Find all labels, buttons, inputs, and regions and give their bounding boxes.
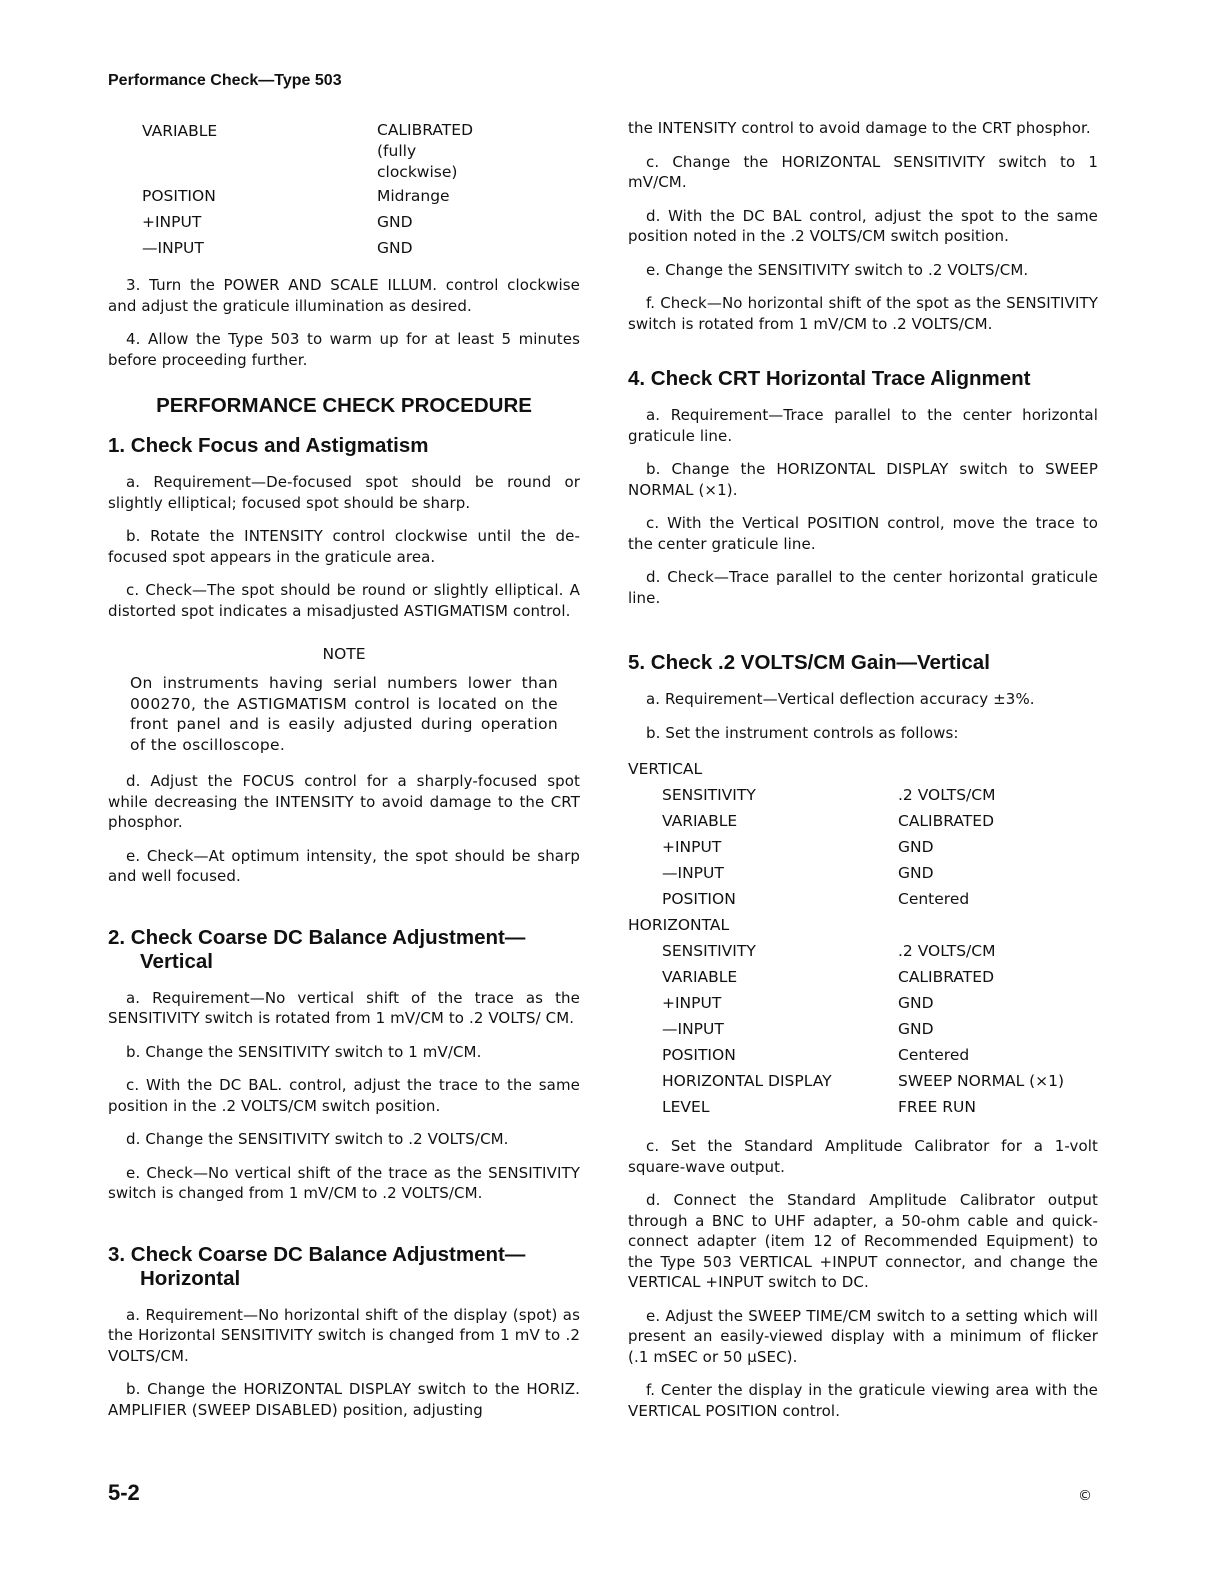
setting-value: GND: [377, 239, 413, 257]
setting-name: +INPUT: [662, 994, 722, 1012]
setting-value: Centered: [898, 1046, 970, 1064]
section-3-a: a. Requirement—No horizontal shift of the display (spot) as the Horizontal SENSITIVITY switch is changed from 1 mV to .2 VOLTS/CM.: [108, 1305, 580, 1365]
setting-name: +INPUT: [662, 838, 722, 856]
settings-row: [628, 834, 1098, 860]
section-4-d: d. Check—Trace parallel to the center horizontal graticule line.: [628, 568, 1098, 607]
section-1-a: a. Requirement—De-focused spot should be round or slightly elliptical; focused spot should be sharp.: [108, 473, 580, 512]
settings-row: [628, 1016, 1098, 1042]
settings-row: [108, 209, 580, 235]
setting-name: —INPUT: [142, 239, 204, 257]
section-1-b: b. Rotate the INTENSITY control clockwise until the de-focused spot appears in the graticule area.: [108, 527, 580, 566]
step-4: 4. Allow the Type 503 to warm up for at least 5 minutes before proceeding further.: [108, 330, 580, 369]
section-1-d: d. Adjust the FOCUS control for a sharply-focused spot while decreasing the INTENSITY to avoid damage to the CRT phosphor.: [108, 772, 580, 831]
page-number: 5-2: [108, 1480, 140, 1505]
setting-value: GND: [377, 213, 413, 231]
setting-name: +INPUT: [142, 213, 202, 231]
setting-value: CALIBRATED: [898, 968, 995, 986]
setting-name: HORIZONTAL DISPLAY: [662, 1072, 832, 1090]
settings-row: [628, 1042, 1098, 1068]
page-header: Performance Check—Type 503: [108, 72, 342, 89]
section-3-b: b. Change the HORIZONTAL DISPLAY switch to the HORIZ. AMPLIFIER (SWEEP DISABLED) position, adjusting: [108, 1380, 580, 1419]
section-4-a: a. Requirement—Trace parallel to the center horizontal graticule line.: [628, 406, 1098, 445]
setting-name: VARIABLE: [662, 812, 738, 830]
copyright-symbol: ©: [1078, 1488, 1092, 1504]
left-column: [108, 118, 580, 1433]
section-1-title: 1. Check Focus and Astigmatism: [108, 434, 429, 457]
section-5-f: f. Center the display in the graticule viewing area with the VERTICAL POSITION control.: [628, 1381, 1098, 1420]
setting-value: CALIBRATED (fully clockwise): [377, 121, 505, 181]
procedure-title: PERFORMANCE CHECK PROCEDURE: [156, 394, 532, 417]
settings-row: [628, 1068, 1098, 1094]
section-5-d: d. Connect the Standard Amplitude Calibrator output through a BNC to UHF adapter, a 50-ohm cable and quick-connect adapter (item 12 of Recommended Equipment) to the Type 503 VERTICAL +INPUT connector, and change the VERTICAL +INPUT switch to DC.: [628, 1191, 1098, 1291]
setting-value: SWEEP NORMAL (×1): [898, 1072, 1065, 1090]
section-4-title: 4. Check CRT Horizontal Trace Alignment: [628, 367, 1031, 390]
setting-name: VARIABLE: [142, 122, 218, 140]
setting-name: SENSITIVITY: [662, 786, 756, 804]
section-3-f: f. Check—No horizontal shift of the spot as the SENSITIVITY switch is rotated from 1 mV/CM to .2 VOLTS/CM.: [628, 294, 1098, 333]
settings-row: [628, 990, 1098, 1016]
step-3: 3. Turn the POWER AND SCALE ILLUM. control clockwise and adjust the graticule illumination as desired.: [108, 276, 580, 315]
section-2-c: c. With the DC BAL. control, adjust the trace to the same position in the .2 VOLTS/CM switch position.: [108, 1076, 580, 1115]
settings-row: [628, 860, 1098, 886]
section-3-c: c. Change the HORIZONTAL SENSITIVITY switch to 1 mV/CM.: [628, 152, 1098, 191]
section-5-b: b. Set the instrument controls as follows:: [646, 723, 959, 742]
setting-value: .2 VOLTS/CM: [898, 942, 996, 960]
section-1-c: c. Check—The spot should be round or slightly elliptical. A distorted spot indicates a misadjusted ASTIGMATISM control.: [108, 581, 580, 620]
setting-name: —INPUT: [662, 1020, 724, 1038]
controls-settings-table: [628, 756, 1098, 1120]
note-body: On instruments having serial numbers lower than 000270, the ASTIGMATISM control is located on the front panel and is easily adjusted during operation of the oscilloscope.: [130, 674, 558, 754]
setting-value: Centered: [898, 890, 970, 908]
setting-name: VARIABLE: [662, 968, 738, 986]
setting-name: LEVEL: [662, 1098, 710, 1116]
horizontal-group-label: HORIZONTAL: [628, 916, 730, 934]
section-5-a: a. Requirement—Vertical deflection accuracy ±3%.: [646, 690, 1035, 708]
section-5-c: c. Set the Standard Amplitude Calibrator for a 1-volt square-wave output.: [628, 1137, 1098, 1176]
section-4-c: c. With the Vertical POSITION control, move the trace to the center graticule line.: [628, 514, 1098, 553]
setting-name: SENSITIVITY: [662, 942, 756, 960]
settings-row: [108, 183, 580, 209]
setting-name: POSITION: [142, 187, 216, 205]
vertical-group-label: VERTICAL: [628, 760, 703, 778]
settings-row: [628, 938, 1098, 964]
settings-row: [108, 118, 580, 183]
section-3-d: d. With the DC BAL control, adjust the spot to the same position noted in the .2 VOLTS/CM switch position.: [628, 206, 1098, 245]
section-5-title: 5. Check .2 VOLTS/CM Gain—Vertical: [628, 651, 990, 674]
section-4-b: b. Change the HORIZONTAL DISPLAY switch to SWEEP NORMAL (×1).: [628, 460, 1098, 499]
section-3-title: 3. Check Coarse DC Balance Adjustment— Horizontal: [108, 1242, 526, 1290]
setting-value: GND: [898, 1020, 934, 1038]
right-column: [628, 118, 1098, 1434]
section-2-a: a. Requirement—No vertical shift of the trace as the SENSITIVITY switch is rotated from 1 mV/CM to .2 VOLTS/ CM.: [108, 988, 580, 1027]
note-title: NOTE: [322, 645, 366, 663]
setting-value: CALIBRATED: [898, 812, 995, 830]
setting-name: —INPUT: [662, 864, 724, 882]
section-3-b-continued: the INTENSITY control to avoid damage to the CRT phosphor.: [628, 119, 1091, 137]
settings-row: [628, 808, 1098, 834]
settings-row: [628, 782, 1098, 808]
settings-row: [628, 1094, 1098, 1120]
setting-value: GND: [898, 864, 934, 882]
setting-name: POSITION: [662, 890, 736, 908]
section-2-d: d. Change the SENSITIVITY switch to .2 VOLTS/CM.: [126, 1130, 509, 1148]
settings-row: [108, 235, 580, 261]
section-1-e: e. Check—At optimum intensity, the spot should be sharp and well focused.: [108, 846, 580, 885]
settings-row: [628, 886, 1098, 912]
setting-value: Midrange: [377, 187, 450, 205]
section-3-e: e. Change the SENSITIVITY switch to .2 VOLTS/CM.: [646, 260, 1029, 279]
setting-value: FREE RUN: [898, 1098, 976, 1116]
section-5-e: e. Adjust the SWEEP TIME/CM switch to a setting which will present an easily-viewed display with a minimum of flicker (.1 mSEC or 50 μSEC).: [628, 1306, 1098, 1366]
section-2-e: e. Check—No vertical shift of the trace as the SENSITIVITY switch is changed from 1 mV/CM to .2 VOLTS/CM.: [108, 1163, 580, 1202]
settings-row: [628, 964, 1098, 990]
setting-value: GND: [898, 994, 934, 1012]
setting-name: POSITION: [662, 1046, 736, 1064]
setting-value: .2 VOLTS/CM: [898, 786, 996, 804]
section-2-title: 2. Check Coarse DC Balance Adjustment— Vertical: [108, 925, 526, 973]
section-2-b: b. Change the SENSITIVITY switch to 1 mV/CM.: [126, 1042, 482, 1061]
setting-value: GND: [898, 838, 934, 856]
initial-settings-table: [108, 118, 580, 261]
